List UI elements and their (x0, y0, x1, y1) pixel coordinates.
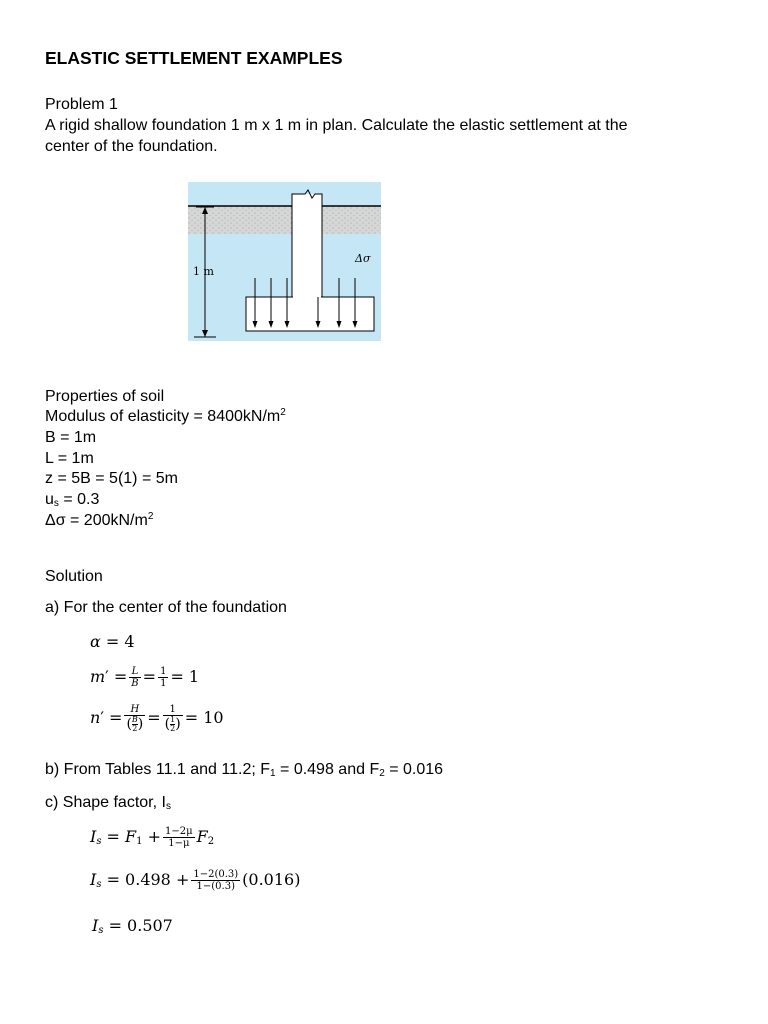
step-c: c) Shape factor, $I_s$ (45, 794, 171, 812)
depth-label: 1 m (193, 265, 214, 278)
eq-shape-factor-sub: $I_s = 0.498$ + $\frac{1-2(0.3)}{1-(0.3)}$ (0.016) (90, 869, 301, 892)
step-a: a) For the center of the foundation (45, 599, 287, 616)
page-title: ELASTIC SETTLEMENT EXAMPLES (45, 48, 343, 68)
foundation-figure (188, 182, 381, 341)
problem-text-line1: A rigid shallow foundation 1 m x 1 m in plan. Calculate the elastic settlement at the (45, 117, 628, 134)
eq-n-prime: n′ = H ( $\frac{B}{2}$ ) = 1 ( $\frac{1}{2}$ ) = 10 (90, 704, 224, 733)
eq-alpha: α = 4 (90, 632, 135, 651)
property-modulus: Modulus of elasticity = $8400kN/m^2$ (45, 407, 286, 425)
properties-heading: Properties of soil (45, 388, 165, 405)
solution-heading: Solution (45, 568, 103, 585)
property-z: z = 5B = 5(1) = 5m (45, 470, 178, 487)
property-poisson: $u_s = 0.3$ (45, 491, 100, 509)
eq-m-prime: m′ = $\frac{L}{B}$ = $\frac{1}{1}$ = 1 (90, 666, 200, 689)
eq-shape-factor-result: $I_s = 0.507$ (92, 916, 173, 936)
eq-shape-factor: $I_s = F_1$ + $\frac{1-2\mu}{1-\mu}$ $F_2$ (90, 826, 215, 849)
step-b: b) From Tables 11.1 and 11.2; $F_1 = 0.498$ and $F_2 = 0.016$ (45, 761, 444, 779)
property-l: L = 1m (45, 450, 94, 467)
property-delta-sigma: $\Delta\sigma = 200kN/m^2$ (45, 511, 154, 529)
problem-heading: Problem 1 (45, 96, 118, 113)
problem-text-line2: center of the foundation. (45, 138, 218, 155)
stress-label: Δσ (355, 252, 371, 265)
property-b: B = 1m (45, 429, 97, 446)
